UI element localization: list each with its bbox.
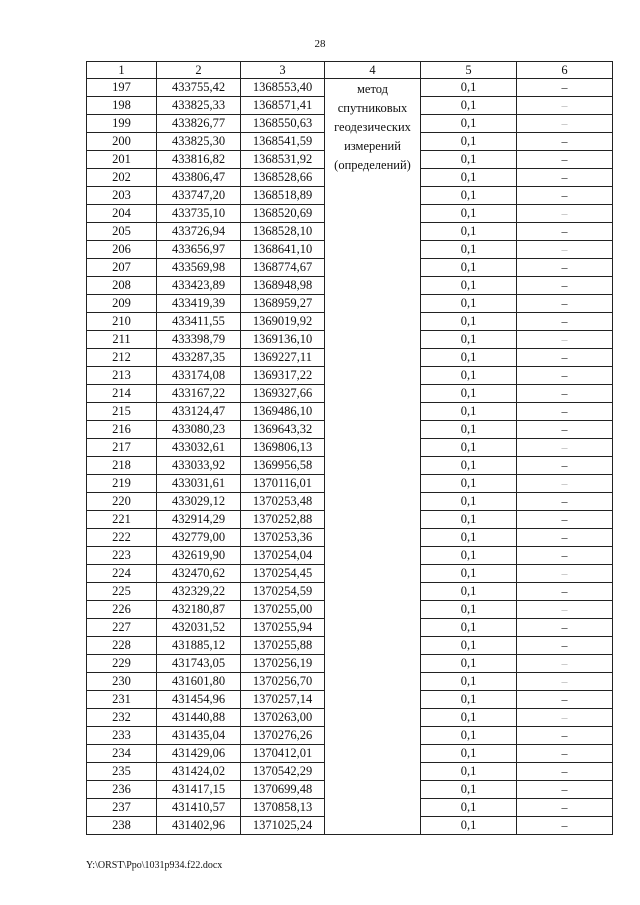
coordinate-y-cell: 1368948,98 [241, 277, 325, 295]
point-number-cell: 234 [87, 745, 157, 763]
coordinate-x-cell: 432031,52 [157, 619, 241, 637]
coordinate-x-cell: 433167,22 [157, 385, 241, 403]
coordinate-x-cell: 433735,10 [157, 205, 241, 223]
accuracy-cell: 0,1 [421, 313, 517, 331]
accuracy-cell: 0,1 [421, 529, 517, 547]
note-cell: – [517, 601, 613, 619]
note-cell: – [517, 817, 613, 835]
point-number-cell: 226 [87, 601, 157, 619]
point-number-cell: 233 [87, 727, 157, 745]
note-cell: – [517, 745, 613, 763]
coordinate-x-cell: 433124,47 [157, 403, 241, 421]
accuracy-cell: 0,1 [421, 547, 517, 565]
point-number-cell: 235 [87, 763, 157, 781]
coordinate-x-cell: 431402,96 [157, 817, 241, 835]
coordinate-y-cell: 1370276,26 [241, 727, 325, 745]
accuracy-cell: 0,1 [421, 79, 517, 97]
point-number-cell: 221 [87, 511, 157, 529]
accuracy-cell: 0,1 [421, 799, 517, 817]
note-cell: – [517, 295, 613, 313]
coordinate-y-cell: 1370253,36 [241, 529, 325, 547]
point-number-cell: 230 [87, 673, 157, 691]
coordinate-x-cell: 433569,98 [157, 259, 241, 277]
coordinate-y-cell: 1370254,45 [241, 565, 325, 583]
coordinate-y-cell: 1368553,40 [241, 79, 325, 97]
coordinate-y-cell: 1370858,13 [241, 799, 325, 817]
coordinate-x-cell: 431435,04 [157, 727, 241, 745]
note-cell: – [517, 565, 613, 583]
coordinate-y-cell: 1368518,89 [241, 187, 325, 205]
coordinate-y-cell: 1369019,92 [241, 313, 325, 331]
accuracy-cell: 0,1 [421, 349, 517, 367]
coordinate-x-cell: 433656,97 [157, 241, 241, 259]
accuracy-cell: 0,1 [421, 475, 517, 493]
coordinate-y-cell: 1368550,63 [241, 115, 325, 133]
point-number-cell: 222 [87, 529, 157, 547]
method-text-line: метод [356, 82, 388, 96]
accuracy-cell: 0,1 [421, 421, 517, 439]
coordinate-y-cell: 1370699,48 [241, 781, 325, 799]
coordinate-y-cell: 1369643,32 [241, 421, 325, 439]
note-cell: – [517, 439, 613, 457]
note-cell: – [517, 673, 613, 691]
coordinate-y-cell: 1369956,58 [241, 457, 325, 475]
point-number-cell: 217 [87, 439, 157, 457]
point-number-cell: 199 [87, 115, 157, 133]
accuracy-cell: 0,1 [421, 223, 517, 241]
note-cell: – [517, 619, 613, 637]
column-header: 2 [157, 62, 241, 79]
accuracy-cell: 0,1 [421, 385, 517, 403]
accuracy-cell: 0,1 [421, 367, 517, 385]
coordinate-y-cell: 1370256,19 [241, 655, 325, 673]
note-cell: – [517, 457, 613, 475]
accuracy-cell: 0,1 [421, 619, 517, 637]
coordinate-y-cell: 1370542,29 [241, 763, 325, 781]
coordinate-x-cell: 432329,22 [157, 583, 241, 601]
method-text-line: геодезических [334, 120, 411, 134]
point-number-cell: 218 [87, 457, 157, 475]
coordinate-y-cell: 1370252,88 [241, 511, 325, 529]
coordinate-x-cell: 433806,47 [157, 169, 241, 187]
footer-file-path: Y:\ORST\Ppo\1031p934.f22.docx [86, 860, 223, 871]
accuracy-cell: 0,1 [421, 151, 517, 169]
point-number-cell: 225 [87, 583, 157, 601]
point-number-cell: 200 [87, 133, 157, 151]
coordinate-x-cell: 433080,23 [157, 421, 241, 439]
point-number-cell: 213 [87, 367, 157, 385]
accuracy-cell: 0,1 [421, 565, 517, 583]
note-cell: – [517, 637, 613, 655]
method-text-line: измерений [344, 139, 401, 153]
accuracy-cell: 0,1 [421, 403, 517, 421]
coordinate-x-cell: 433029,12 [157, 493, 241, 511]
coordinate-x-cell: 433419,39 [157, 295, 241, 313]
coordinate-x-cell: 431454,96 [157, 691, 241, 709]
coordinate-x-cell: 431601,80 [157, 673, 241, 691]
accuracy-cell: 0,1 [421, 691, 517, 709]
coordinate-x-cell: 432619,90 [157, 547, 241, 565]
coordinate-y-cell: 1370257,14 [241, 691, 325, 709]
note-cell: – [517, 493, 613, 511]
coordinate-y-cell: 1369327,66 [241, 385, 325, 403]
point-number-cell: 236 [87, 781, 157, 799]
coordinate-x-cell: 433755,42 [157, 79, 241, 97]
accuracy-cell: 0,1 [421, 727, 517, 745]
point-number-cell: 204 [87, 205, 157, 223]
method-cell [325, 79, 421, 835]
note-cell: – [517, 385, 613, 403]
note-cell: – [517, 367, 613, 385]
coordinate-x-cell: 433423,89 [157, 277, 241, 295]
accuracy-cell: 0,1 [421, 277, 517, 295]
point-number-cell: 229 [87, 655, 157, 673]
coordinate-x-cell: 432470,62 [157, 565, 241, 583]
coordinate-y-cell: 1370253,48 [241, 493, 325, 511]
coordinate-x-cell: 433726,94 [157, 223, 241, 241]
point-number-cell: 215 [87, 403, 157, 421]
note-cell: – [517, 223, 613, 241]
coordinate-y-cell: 1368571,41 [241, 97, 325, 115]
note-cell: – [517, 421, 613, 439]
accuracy-cell: 0,1 [421, 673, 517, 691]
coordinate-y-cell: 1370263,00 [241, 709, 325, 727]
coordinate-x-cell: 433031,61 [157, 475, 241, 493]
point-number-cell: 207 [87, 259, 157, 277]
note-cell: – [517, 547, 613, 565]
method-text-line: спутниковых [337, 101, 408, 115]
coordinate-x-cell: 431410,57 [157, 799, 241, 817]
coordinates-table [86, 61, 613, 835]
note-cell: – [517, 205, 613, 223]
coordinate-x-cell: 432779,00 [157, 529, 241, 547]
coordinate-x-cell: 431440,88 [157, 709, 241, 727]
accuracy-cell: 0,1 [421, 817, 517, 835]
point-number-cell: 224 [87, 565, 157, 583]
point-number-cell: 210 [87, 313, 157, 331]
coordinate-y-cell: 1370256,70 [241, 673, 325, 691]
accuracy-cell: 0,1 [421, 763, 517, 781]
point-number-cell: 206 [87, 241, 157, 259]
accuracy-cell: 0,1 [421, 709, 517, 727]
note-cell: – [517, 133, 613, 151]
coordinate-x-cell: 433825,30 [157, 133, 241, 151]
coordinate-x-cell: 433287,35 [157, 349, 241, 367]
coordinate-x-cell: 433032,61 [157, 439, 241, 457]
coordinate-x-cell: 432180,87 [157, 601, 241, 619]
point-number-cell: 220 [87, 493, 157, 511]
note-cell: – [517, 709, 613, 727]
coordinate-y-cell: 1368528,66 [241, 169, 325, 187]
accuracy-cell: 0,1 [421, 133, 517, 151]
point-number-cell: 227 [87, 619, 157, 637]
accuracy-cell: 0,1 [421, 493, 517, 511]
table-body [87, 79, 613, 835]
note-cell: – [517, 349, 613, 367]
coordinate-x-cell: 432914,29 [157, 511, 241, 529]
coordinate-y-cell: 1369486,10 [241, 403, 325, 421]
point-number-cell: 209 [87, 295, 157, 313]
coordinate-y-cell: 1368959,27 [241, 295, 325, 313]
note-cell: – [517, 727, 613, 745]
note-cell: – [517, 691, 613, 709]
coordinate-y-cell: 1369317,22 [241, 367, 325, 385]
point-number-cell: 197 [87, 79, 157, 97]
table-row [87, 79, 613, 97]
column-header: 6 [517, 62, 613, 79]
coordinate-y-cell: 1368774,67 [241, 259, 325, 277]
point-number-cell: 237 [87, 799, 157, 817]
note-cell: – [517, 331, 613, 349]
column-header: 3 [241, 62, 325, 79]
point-number-cell: 216 [87, 421, 157, 439]
coordinate-y-cell: 1371025,24 [241, 817, 325, 835]
note-cell: – [517, 169, 613, 187]
coordinate-x-cell: 433174,08 [157, 367, 241, 385]
accuracy-cell: 0,1 [421, 637, 517, 655]
point-number-cell: 198 [87, 97, 157, 115]
coordinate-x-cell: 433825,33 [157, 97, 241, 115]
point-number-cell: 219 [87, 475, 157, 493]
note-cell: – [517, 511, 613, 529]
coordinate-x-cell: 431743,05 [157, 655, 241, 673]
point-number-cell: 223 [87, 547, 157, 565]
note-cell: – [517, 583, 613, 601]
point-number-cell: 208 [87, 277, 157, 295]
point-number-cell: 203 [87, 187, 157, 205]
note-cell: – [517, 313, 613, 331]
point-number-cell: 212 [87, 349, 157, 367]
coordinate-x-cell: 433411,55 [157, 313, 241, 331]
coordinate-x-cell: 431424,02 [157, 763, 241, 781]
coordinate-y-cell: 1368528,10 [241, 223, 325, 241]
note-cell: – [517, 79, 613, 97]
coordinate-y-cell: 1370255,88 [241, 637, 325, 655]
accuracy-cell: 0,1 [421, 781, 517, 799]
note-cell: – [517, 115, 613, 133]
coordinate-y-cell: 1370116,01 [241, 475, 325, 493]
accuracy-cell: 0,1 [421, 205, 517, 223]
coordinate-y-cell: 1370254,59 [241, 583, 325, 601]
accuracy-cell: 0,1 [421, 331, 517, 349]
accuracy-cell: 0,1 [421, 655, 517, 673]
note-cell: – [517, 241, 613, 259]
coordinate-y-cell: 1370255,94 [241, 619, 325, 637]
note-cell: – [517, 403, 613, 421]
coordinate-x-cell: 433033,92 [157, 457, 241, 475]
accuracy-cell: 0,1 [421, 745, 517, 763]
note-cell: – [517, 529, 613, 547]
table-header-row [87, 62, 613, 79]
point-number-cell: 232 [87, 709, 157, 727]
point-number-cell: 205 [87, 223, 157, 241]
coordinate-y-cell: 1368541,59 [241, 133, 325, 151]
coordinate-x-cell: 433747,20 [157, 187, 241, 205]
page-number: 28 [314, 38, 326, 50]
coordinate-y-cell: 1368641,10 [241, 241, 325, 259]
accuracy-cell: 0,1 [421, 295, 517, 313]
point-number-cell: 238 [87, 817, 157, 835]
note-cell: – [517, 655, 613, 673]
coordinate-y-cell: 1369806,13 [241, 439, 325, 457]
accuracy-cell: 0,1 [421, 601, 517, 619]
accuracy-cell: 0,1 [421, 583, 517, 601]
column-header: 4 [325, 62, 421, 79]
coordinate-x-cell: 431885,12 [157, 637, 241, 655]
coordinate-x-cell: 433816,82 [157, 151, 241, 169]
accuracy-cell: 0,1 [421, 457, 517, 475]
note-cell: – [517, 97, 613, 115]
column-header: 1 [87, 62, 157, 79]
coordinate-y-cell: 1369136,10 [241, 331, 325, 349]
accuracy-cell: 0,1 [421, 115, 517, 133]
note-cell: – [517, 475, 613, 493]
coordinate-y-cell: 1370254,04 [241, 547, 325, 565]
coordinate-x-cell: 433398,79 [157, 331, 241, 349]
accuracy-cell: 0,1 [421, 241, 517, 259]
accuracy-cell: 0,1 [421, 259, 517, 277]
note-cell: – [517, 187, 613, 205]
point-number-cell: 231 [87, 691, 157, 709]
coordinate-y-cell: 1370412,01 [241, 745, 325, 763]
note-cell: – [517, 151, 613, 169]
coordinate-y-cell: 1368531,92 [241, 151, 325, 169]
point-number-cell: 228 [87, 637, 157, 655]
accuracy-cell: 0,1 [421, 187, 517, 205]
coordinate-y-cell: 1368520,69 [241, 205, 325, 223]
coordinate-y-cell: 1370255,00 [241, 601, 325, 619]
note-cell: – [517, 763, 613, 781]
column-header: 5 [421, 62, 517, 79]
note-cell: – [517, 799, 613, 817]
coordinate-y-cell: 1369227,11 [241, 349, 325, 367]
point-number-cell: 201 [87, 151, 157, 169]
point-number-cell: 211 [87, 331, 157, 349]
coordinate-x-cell: 433826,77 [157, 115, 241, 133]
accuracy-cell: 0,1 [421, 97, 517, 115]
accuracy-cell: 0,1 [421, 169, 517, 187]
note-cell: – [517, 781, 613, 799]
coordinate-x-cell: 431417,15 [157, 781, 241, 799]
accuracy-cell: 0,1 [421, 511, 517, 529]
accuracy-cell: 0,1 [421, 439, 517, 457]
note-cell: – [517, 259, 613, 277]
point-number-cell: 202 [87, 169, 157, 187]
note-cell: – [517, 277, 613, 295]
point-number-cell: 214 [87, 385, 157, 403]
coordinate-x-cell: 431429,06 [157, 745, 241, 763]
method-text-line: (определений) [334, 158, 411, 172]
